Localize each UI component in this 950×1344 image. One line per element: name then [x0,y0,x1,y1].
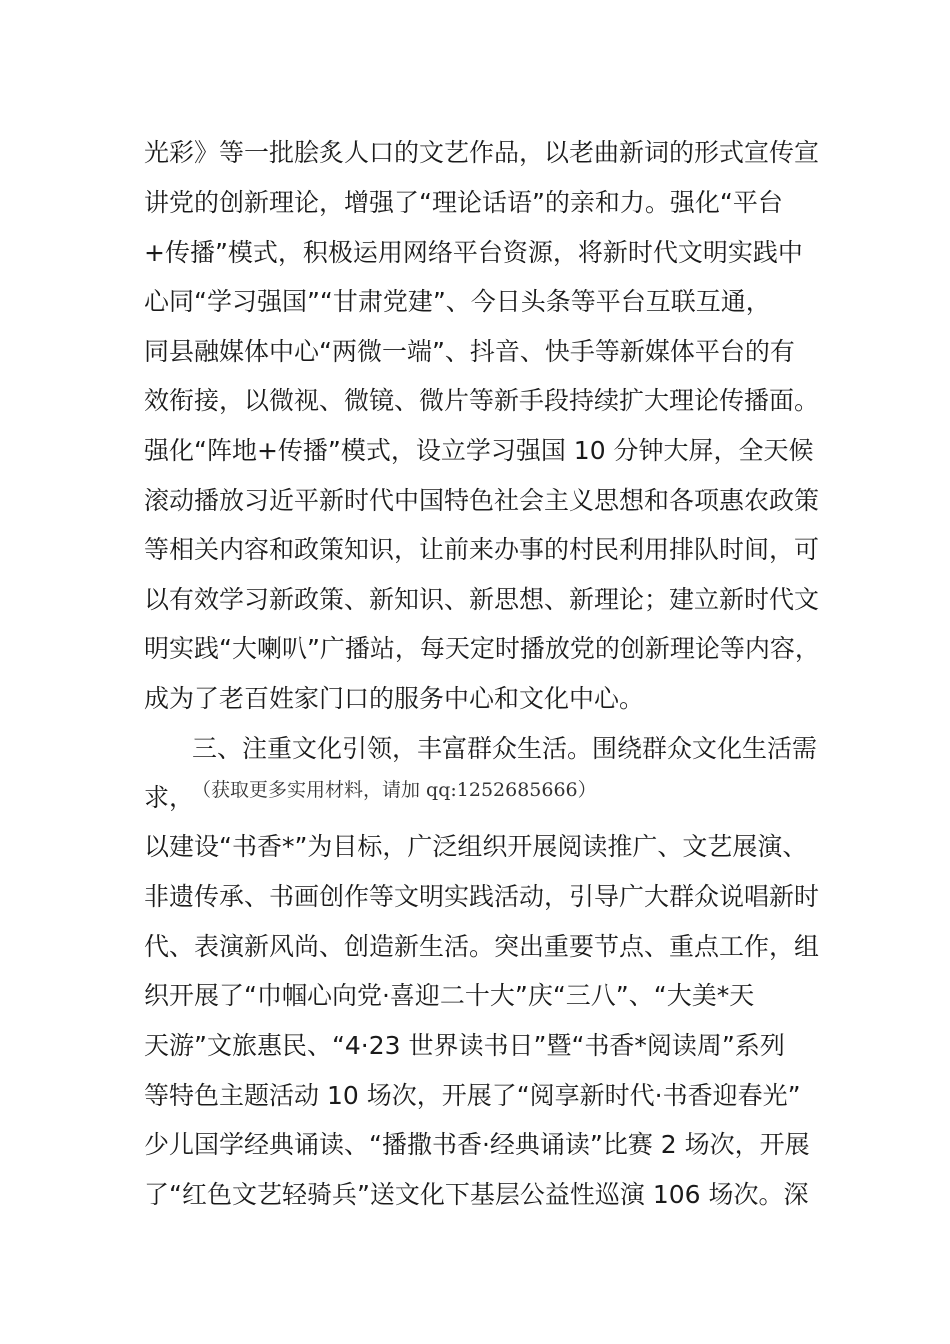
body-text-line: 织开展了“巾帼心向党·喜迎二十大”庆“三八”、“大美*天 [144,981,755,1010]
body-text-line: 心同“学习强国”“甘肃党建”、今日头条等平台互联互通， [144,287,771,316]
body-text-line: 等相关内容和政策知识，让前来办事的村民利用排队时间，可 [144,535,820,564]
body-text-line: 非遗传承、书画创作等文明实践活动，引导广大群众说唱新时 [144,882,820,911]
body-text-line: 讲党的创新理论，增强了“理论话语”的亲和力。强化“平台 [144,188,783,217]
body-text-line: 天游”文旅惠民、“4·23 世界读书日”暨“书香*阅读周”系列 [144,1031,785,1060]
body-text-line: 以有效学习新政策、新知识、新思想、新理论；建立新时代文 [144,585,820,614]
body-text-line: 效衔接，以微视、微镜、微片等新手段持续扩大理论传播面。 [144,386,820,415]
body-text-line: 了“红色文艺轻骑兵”送文化下基层公益性巡演 106 场次。深 [144,1180,809,1209]
body-text-line: 强化“阵地+传播”模式，设立学习强国 10 分钟大屏，全天候 [144,436,814,465]
body-text-line: 光彩》等一批脍炙人口的文艺作品，以老曲新词的形式宣传宣 [144,138,820,167]
promo-note: （获取更多实用材料，请加 qq:1252685666） [192,779,597,801]
body-text-line: 同县融媒体中心“两微一端”、抖音、快手等新媒体平台的有 [144,337,795,366]
body-text-line: 以建设“书香*”为目标，广泛组织开展阅读推广、文艺展演、 [144,832,808,861]
section-heading-line: 三、注重文化引领，丰富群众生活。围绕群众文化生活需 [192,734,818,763]
body-text-line: 明实践“大喇叭”广播站，每天定时播放党的创新理论等内容， [144,634,820,663]
body-text-line: 少儿国学经典诵读、“播撒书香·经典诵读”比赛 2 场次，开展 [144,1130,810,1159]
body-text-line: 求， [144,783,195,812]
body-text-line: 代、表演新风尚、创造新生活。突出重要节点、重点工作，组 [144,932,820,961]
body-text-line: +传播”模式，积极运用网络平台资源，将新时代文明实践中 [144,238,803,267]
body-text-line: 滚动播放习近平新时代中国特色社会主义思想和各项惠农政策 [144,486,820,515]
body-text-line: 等特色主题活动 10 场次，开展了“阅享新时代·书香迎春光” [144,1081,801,1110]
body-text-line: 成为了老百姓家门口的服务中心和文化中心。 [144,684,645,713]
